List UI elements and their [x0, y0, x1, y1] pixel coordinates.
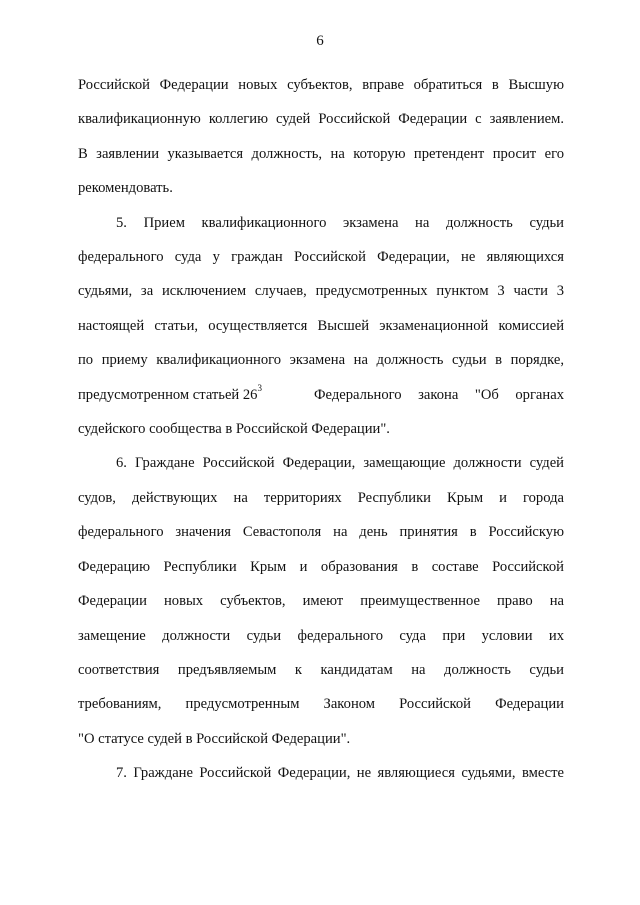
text-line: квалификационную коллегию судей Российской Федерации с заявлением. — [78, 111, 564, 128]
article-superscript: 3 — [257, 382, 262, 393]
text-line: требованиям, предусмотренным Законом Российской Федерации — [78, 696, 564, 713]
page-number: 6 — [316, 33, 324, 49]
text-line: Федерацию Республики Крым и образования в составе Российской — [78, 558, 564, 575]
paragraph-7 — [78, 756, 564, 790]
text-line: по приему квалификационного экзамена на должность судьи в порядке, — [78, 352, 564, 369]
text-line: настоящей статьи, осуществляется Высшей экзаменационной комиссией — [78, 317, 564, 334]
text-line: 6. Граждане Российской Федерации, замещающие должности судей — [116, 455, 564, 472]
text-line: Российской Федерации новых субъектов, вправе обратиться в Высшую — [78, 77, 564, 93]
text-line: 7. Граждане Российской Федерации, не являющиеся судьями, вместе — [116, 765, 564, 782]
text-fragment-main: предусмотренном статьей 26 — [78, 386, 258, 403]
paragraph-6 — [78, 446, 564, 756]
text-line: соответствия предъявляемым к кандидатам на должность судьи — [78, 661, 564, 678]
text-line: федерального суда у граждан Российской Федерации, не являющихся — [78, 249, 564, 266]
text-line: 5. Прием квалификационного экзамена на должность судьи — [116, 214, 564, 231]
text-line: "О статусе судей в Российской Федерации". — [78, 730, 351, 747]
text-fragment — [78, 378, 262, 412]
text-line: замещение должности судьи федерального суда при условии их — [78, 627, 564, 644]
text-line: судьями, за исключением случаев, предусмотренных пунктом 3 части 3 — [78, 283, 564, 300]
paragraph-5 — [78, 206, 564, 447]
text-line: судейского сообщества в Российской Федерации". — [78, 421, 390, 438]
text-line-with-superscript — [78, 378, 564, 412]
text-line: федерального значения Севастополя на день принятия в Российскую — [78, 524, 564, 541]
text-line: В заявлении указывается должность, на которую претендент просит его — [78, 145, 564, 162]
text-line: рекомендовать. — [78, 180, 173, 197]
paragraph-continued — [78, 68, 564, 206]
text-fragment-tail: Федерального закона "Об органах — [314, 386, 564, 403]
document-body — [78, 68, 564, 791]
text-line: судов, действующих на территориях Республики Крым и города — [78, 489, 564, 506]
text-line: Федерации новых субъектов, имеют преимущественное право на — [78, 593, 564, 610]
